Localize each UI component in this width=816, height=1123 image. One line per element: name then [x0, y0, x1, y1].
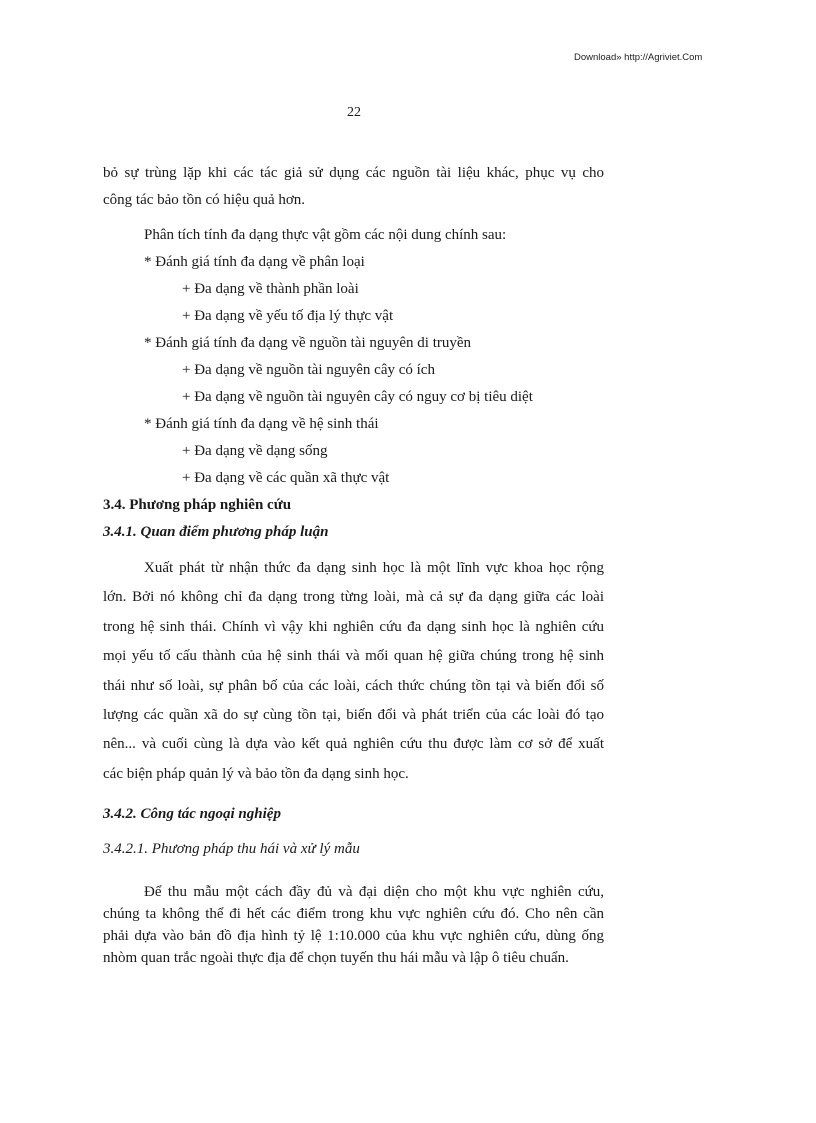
paragraph-line: nhòm quan trắc ngoài thực địa để chọn tuyến thu hái mẫu và lập ô tiêu chuẩn.	[103, 950, 569, 967]
analysis-item: + Đa dạng về nguồn tài nguyên cây có nguy cơ bị tiêu diệt	[182, 389, 533, 405]
paragraph-line: chúng ta không thể đi hết các điểm trong khu vực nghiên cứu đó. Cho nên cần	[103, 906, 604, 923]
analysis-group-title: * Đánh giá tính đa dạng về nguồn tài nguyên di truyền	[144, 335, 472, 351]
analysis-item: + Đa dạng về thành phần loài	[182, 281, 359, 297]
analysis-item: + Đa dạng về yếu tố địa lý thực vật	[182, 308, 394, 324]
analysis-item: + Đa dạng về nguồn tài nguyên cây có ích	[182, 362, 435, 378]
analysis-item: + Đa dạng về các quần xã thực vật	[182, 470, 390, 486]
analysis-group-title: * Đánh giá tính đa dạng về hệ sinh thái	[144, 416, 379, 432]
paragraph-line: phải dựa vào bản đồ địa hình tỷ lệ 1:10.000 của khu vực nghiên cứu, dùng ống	[103, 928, 604, 945]
section-heading: 3.4. Phương pháp nghiên cứu	[103, 497, 292, 513]
analysis-item: + Đa dạng về dạng sống	[182, 443, 328, 459]
paragraph-line: bỏ sự trùng lặp khi các tác giả sử dụng các nguồn tài liệu khác, phục vụ cho	[103, 165, 604, 181]
subsubsection-heading: 3.4.2.1. Phương pháp thu hái và xử lý mẫu	[103, 841, 360, 858]
page-number: 22	[347, 105, 361, 120]
analysis-lead: Phân tích tính đa dạng thực vật gồm các nội dung chính sau:	[144, 227, 507, 243]
paragraph-line: thái như số loài, sự phân bố của các loài, cách thức chúng tồn tại và biến đổi số	[103, 677, 604, 694]
paragraph-line: Xuất phát từ nhận thức đa dạng sinh học là một lĩnh vực khoa học rộng	[144, 560, 604, 576]
analysis-group-title: * Đánh giá tính đa dạng về phân loại	[144, 254, 365, 270]
paragraph-line: Để thu mẫu một cách đầy đủ và đại diện cho một khu vực nghiên cứu,	[144, 884, 604, 901]
paragraph-line: lớn. Bởi nó không chỉ đa dạng trong từng loài, mà cả sự đa dạng giữa các loài	[103, 589, 604, 606]
paragraph-line: các biện pháp quản lý và bảo tồn đa dạng sinh học.	[103, 765, 409, 782]
page-body	[103, 160, 604, 969]
paragraph-line: nên... và cuối cùng là dựa vào kết quả nghiên cứu thu được làm cơ sở để xuất	[103, 736, 604, 753]
paragraph-line: lượng các quần xã do sự cùng tồn tại, biến đổi và phát triển của các loài đó tạo	[103, 706, 604, 723]
paragraph-line: công tác bảo tồn có hiệu quả hơn.	[103, 192, 306, 208]
subsection-heading: 3.4.2. Công tác ngoại nghiệp	[103, 806, 281, 823]
paragraph-line: trong hệ sinh thái. Chính vì vậy khi nghiên cứu đa dạng sinh học là nghiên cứu	[103, 618, 604, 635]
download-header-link[interactable]: Download» http://Agriviet.Com	[574, 52, 703, 63]
paragraph-line: mọi yếu tố cấu thành của hệ sinh thái và mối quan hệ giữa chúng trong hệ sinh	[103, 648, 604, 665]
subsection-heading: 3.4.1. Quan điểm phương pháp luận	[103, 524, 329, 540]
